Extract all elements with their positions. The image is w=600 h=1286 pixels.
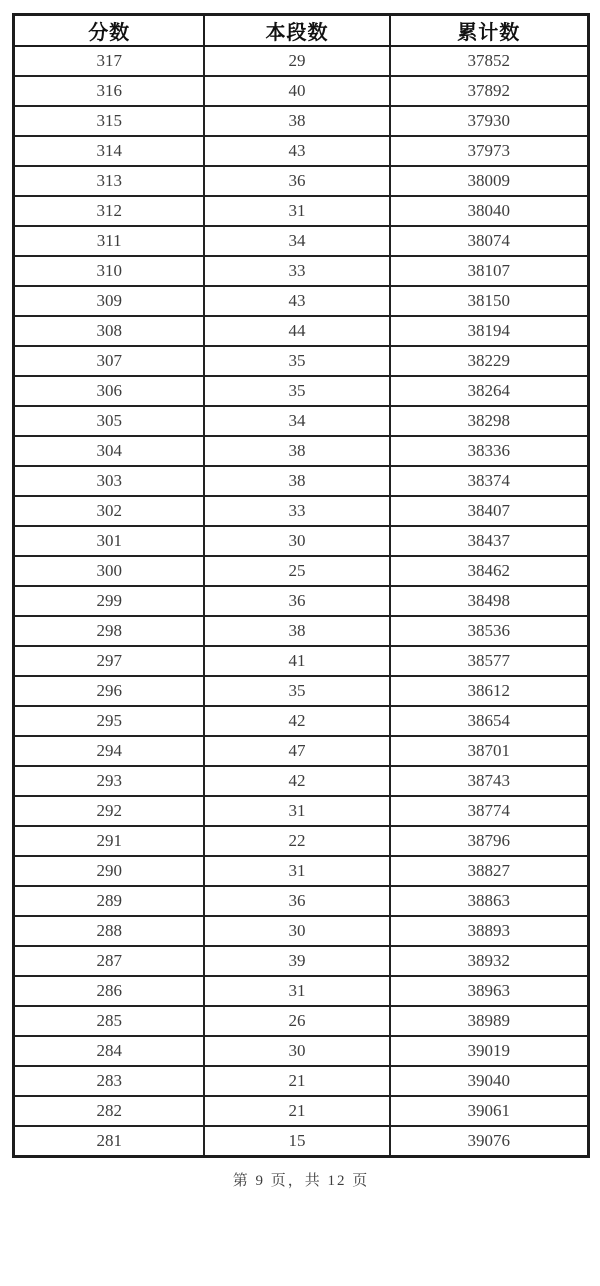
table-row: [14, 946, 589, 976]
segment-count-cell: 35: [204, 676, 389, 706]
score-cell: 307: [14, 346, 205, 376]
table-row: [14, 76, 589, 106]
table-row: [14, 226, 589, 256]
table-row: [14, 1126, 589, 1156]
table-body: [14, 46, 589, 1156]
cumulative-count-cell: 38654: [390, 706, 589, 736]
table-row: [14, 346, 589, 376]
cumulative-count-cell: 38963: [390, 976, 589, 1006]
segment-count-cell: 43: [204, 286, 389, 316]
segment-count-cell: 38: [204, 436, 389, 466]
segment-count-cell: 38: [204, 616, 389, 646]
segment-count-cell: 15: [204, 1126, 389, 1156]
cumulative-count-cell: 38893: [390, 916, 589, 946]
table-row: [14, 436, 589, 466]
score-cell: 300: [14, 556, 205, 586]
segment-count-cell: 34: [204, 226, 389, 256]
cumulative-count-cell: 39040: [390, 1066, 589, 1096]
score-cell: 298: [14, 616, 205, 646]
segment-count-cell: 33: [204, 496, 389, 526]
score-cell: 291: [14, 826, 205, 856]
cumulative-count-cell: 38229: [390, 346, 589, 376]
table-row: [14, 466, 589, 496]
cumulative-count-cell: 37892: [390, 76, 589, 106]
segment-count-cell: 29: [204, 46, 389, 76]
segment-count-cell: 36: [204, 586, 389, 616]
table-row: [14, 166, 589, 196]
cumulative-count-cell: 38336: [390, 436, 589, 466]
cumulative-count-cell: 38437: [390, 526, 589, 556]
table-row: [14, 1006, 589, 1036]
page-number-footer: 第 9 页，共 12 页: [232, 1172, 370, 1189]
table-row: [14, 976, 589, 1006]
score-cell: 303: [14, 466, 205, 496]
segment-count-cell: 36: [204, 166, 389, 196]
segment-count-cell: 22: [204, 826, 389, 856]
document-page: [12, 13, 590, 1190]
score-cell: 299: [14, 586, 205, 616]
score-cell: 289: [14, 886, 205, 916]
cumulative-count-cell: 39019: [390, 1036, 589, 1066]
header-segment-count: 本段数: [204, 15, 389, 47]
cumulative-count-cell: 38150: [390, 286, 589, 316]
score-cell: 297: [14, 646, 205, 676]
score-cell: 294: [14, 736, 205, 766]
cumulative-count-cell: 38577: [390, 646, 589, 676]
score-cell: 288: [14, 916, 205, 946]
segment-count-cell: 31: [204, 796, 389, 826]
segment-count-cell: 35: [204, 376, 389, 406]
score-cell: 285: [14, 1006, 205, 1036]
table-row: [14, 646, 589, 676]
table-row: [14, 496, 589, 526]
cumulative-count-cell: 38827: [390, 856, 589, 886]
table-row: [14, 376, 589, 406]
score-cell: 281: [14, 1126, 205, 1156]
segment-count-cell: 30: [204, 916, 389, 946]
table-row: [14, 286, 589, 316]
cumulative-count-cell: 38040: [390, 196, 589, 226]
score-cell: 304: [14, 436, 205, 466]
cumulative-count-cell: 38374: [390, 466, 589, 496]
segment-count-cell: 47: [204, 736, 389, 766]
score-cell: 311: [14, 226, 205, 256]
segment-count-cell: 43: [204, 136, 389, 166]
segment-count-cell: 31: [204, 856, 389, 886]
cumulative-count-cell: 39061: [390, 1096, 589, 1126]
segment-count-cell: 38: [204, 106, 389, 136]
score-cell: 315: [14, 106, 205, 136]
segment-count-cell: 36: [204, 886, 389, 916]
table-row: [14, 796, 589, 826]
table-row: [14, 676, 589, 706]
score-cell: 290: [14, 856, 205, 886]
table-row: [14, 1096, 589, 1126]
segment-count-cell: 30: [204, 1036, 389, 1066]
cumulative-count-cell: 37973: [390, 136, 589, 166]
cumulative-count-cell: 38194: [390, 316, 589, 346]
header-row: [14, 15, 589, 47]
segment-count-cell: 39: [204, 946, 389, 976]
segment-count-cell: 44: [204, 316, 389, 346]
cumulative-count-cell: 37930: [390, 106, 589, 136]
segment-count-cell: 25: [204, 556, 389, 586]
score-cell: 305: [14, 406, 205, 436]
table-row: [14, 856, 589, 886]
cumulative-count-cell: 38498: [390, 586, 589, 616]
header-cumulative-count: 累计数: [390, 15, 589, 47]
cumulative-count-cell: 38612: [390, 676, 589, 706]
cumulative-count-cell: 38989: [390, 1006, 589, 1036]
score-cell: 317: [14, 46, 205, 76]
score-cell: 287: [14, 946, 205, 976]
score-cell: 286: [14, 976, 205, 1006]
cumulative-count-cell: 38009: [390, 166, 589, 196]
table-row: [14, 766, 589, 796]
table-row: [14, 916, 589, 946]
table-row: [14, 256, 589, 286]
table-row: [14, 196, 589, 226]
table-row: [14, 1036, 589, 1066]
cumulative-count-cell: 38462: [390, 556, 589, 586]
score-cell: 295: [14, 706, 205, 736]
cumulative-count-cell: 38743: [390, 766, 589, 796]
table-header: [14, 15, 589, 47]
segment-count-cell: 41: [204, 646, 389, 676]
table-row: [14, 316, 589, 346]
cumulative-count-cell: 38701: [390, 736, 589, 766]
score-cell: 306: [14, 376, 205, 406]
segment-count-cell: 30: [204, 526, 389, 556]
score-cell: 283: [14, 1066, 205, 1096]
table-row: [14, 46, 589, 76]
score-cell: 296: [14, 676, 205, 706]
cumulative-count-cell: 38796: [390, 826, 589, 856]
table-row: [14, 526, 589, 556]
segment-count-cell: 42: [204, 706, 389, 736]
score-cell: 316: [14, 76, 205, 106]
score-cell: 313: [14, 166, 205, 196]
segment-count-cell: 33: [204, 256, 389, 286]
table-row: [14, 706, 589, 736]
segment-count-cell: 21: [204, 1096, 389, 1126]
cumulative-count-cell: 38407: [390, 496, 589, 526]
segment-count-cell: 38: [204, 466, 389, 496]
score-cell: 310: [14, 256, 205, 286]
table-row: [14, 106, 589, 136]
cumulative-count-cell: 38536: [390, 616, 589, 646]
score-cell: 314: [14, 136, 205, 166]
score-distribution-table: [12, 13, 590, 1158]
table-row: [14, 886, 589, 916]
segment-count-cell: 35: [204, 346, 389, 376]
score-cell: 308: [14, 316, 205, 346]
segment-count-cell: 34: [204, 406, 389, 436]
table-row: [14, 736, 589, 766]
score-cell: 293: [14, 766, 205, 796]
cumulative-count-cell: 38074: [390, 226, 589, 256]
score-cell: 302: [14, 496, 205, 526]
table-row: [14, 556, 589, 586]
cumulative-count-cell: 37852: [390, 46, 589, 76]
cumulative-count-cell: 38863: [390, 886, 589, 916]
table-row: [14, 586, 589, 616]
cumulative-count-cell: 38774: [390, 796, 589, 826]
header-score: 分数: [14, 15, 205, 47]
table-row: [14, 136, 589, 166]
cumulative-count-cell: 38298: [390, 406, 589, 436]
score-cell: 301: [14, 526, 205, 556]
score-cell: 282: [14, 1096, 205, 1126]
table-row: [14, 406, 589, 436]
score-cell: 284: [14, 1036, 205, 1066]
table-row: [14, 826, 589, 856]
score-cell: 312: [14, 196, 205, 226]
segment-count-cell: 21: [204, 1066, 389, 1096]
segment-count-cell: 40: [204, 76, 389, 106]
segment-count-cell: 31: [204, 196, 389, 226]
segment-count-cell: 26: [204, 1006, 389, 1036]
cumulative-count-cell: 38932: [390, 946, 589, 976]
table-row: [14, 1066, 589, 1096]
segment-count-cell: 31: [204, 976, 389, 1006]
score-cell: 309: [14, 286, 205, 316]
segment-count-cell: 42: [204, 766, 389, 796]
table-row: [14, 616, 589, 646]
cumulative-count-cell: 38264: [390, 376, 589, 406]
score-cell: 292: [14, 796, 205, 826]
cumulative-count-cell: 39076: [390, 1126, 589, 1156]
cumulative-count-cell: 38107: [390, 256, 589, 286]
